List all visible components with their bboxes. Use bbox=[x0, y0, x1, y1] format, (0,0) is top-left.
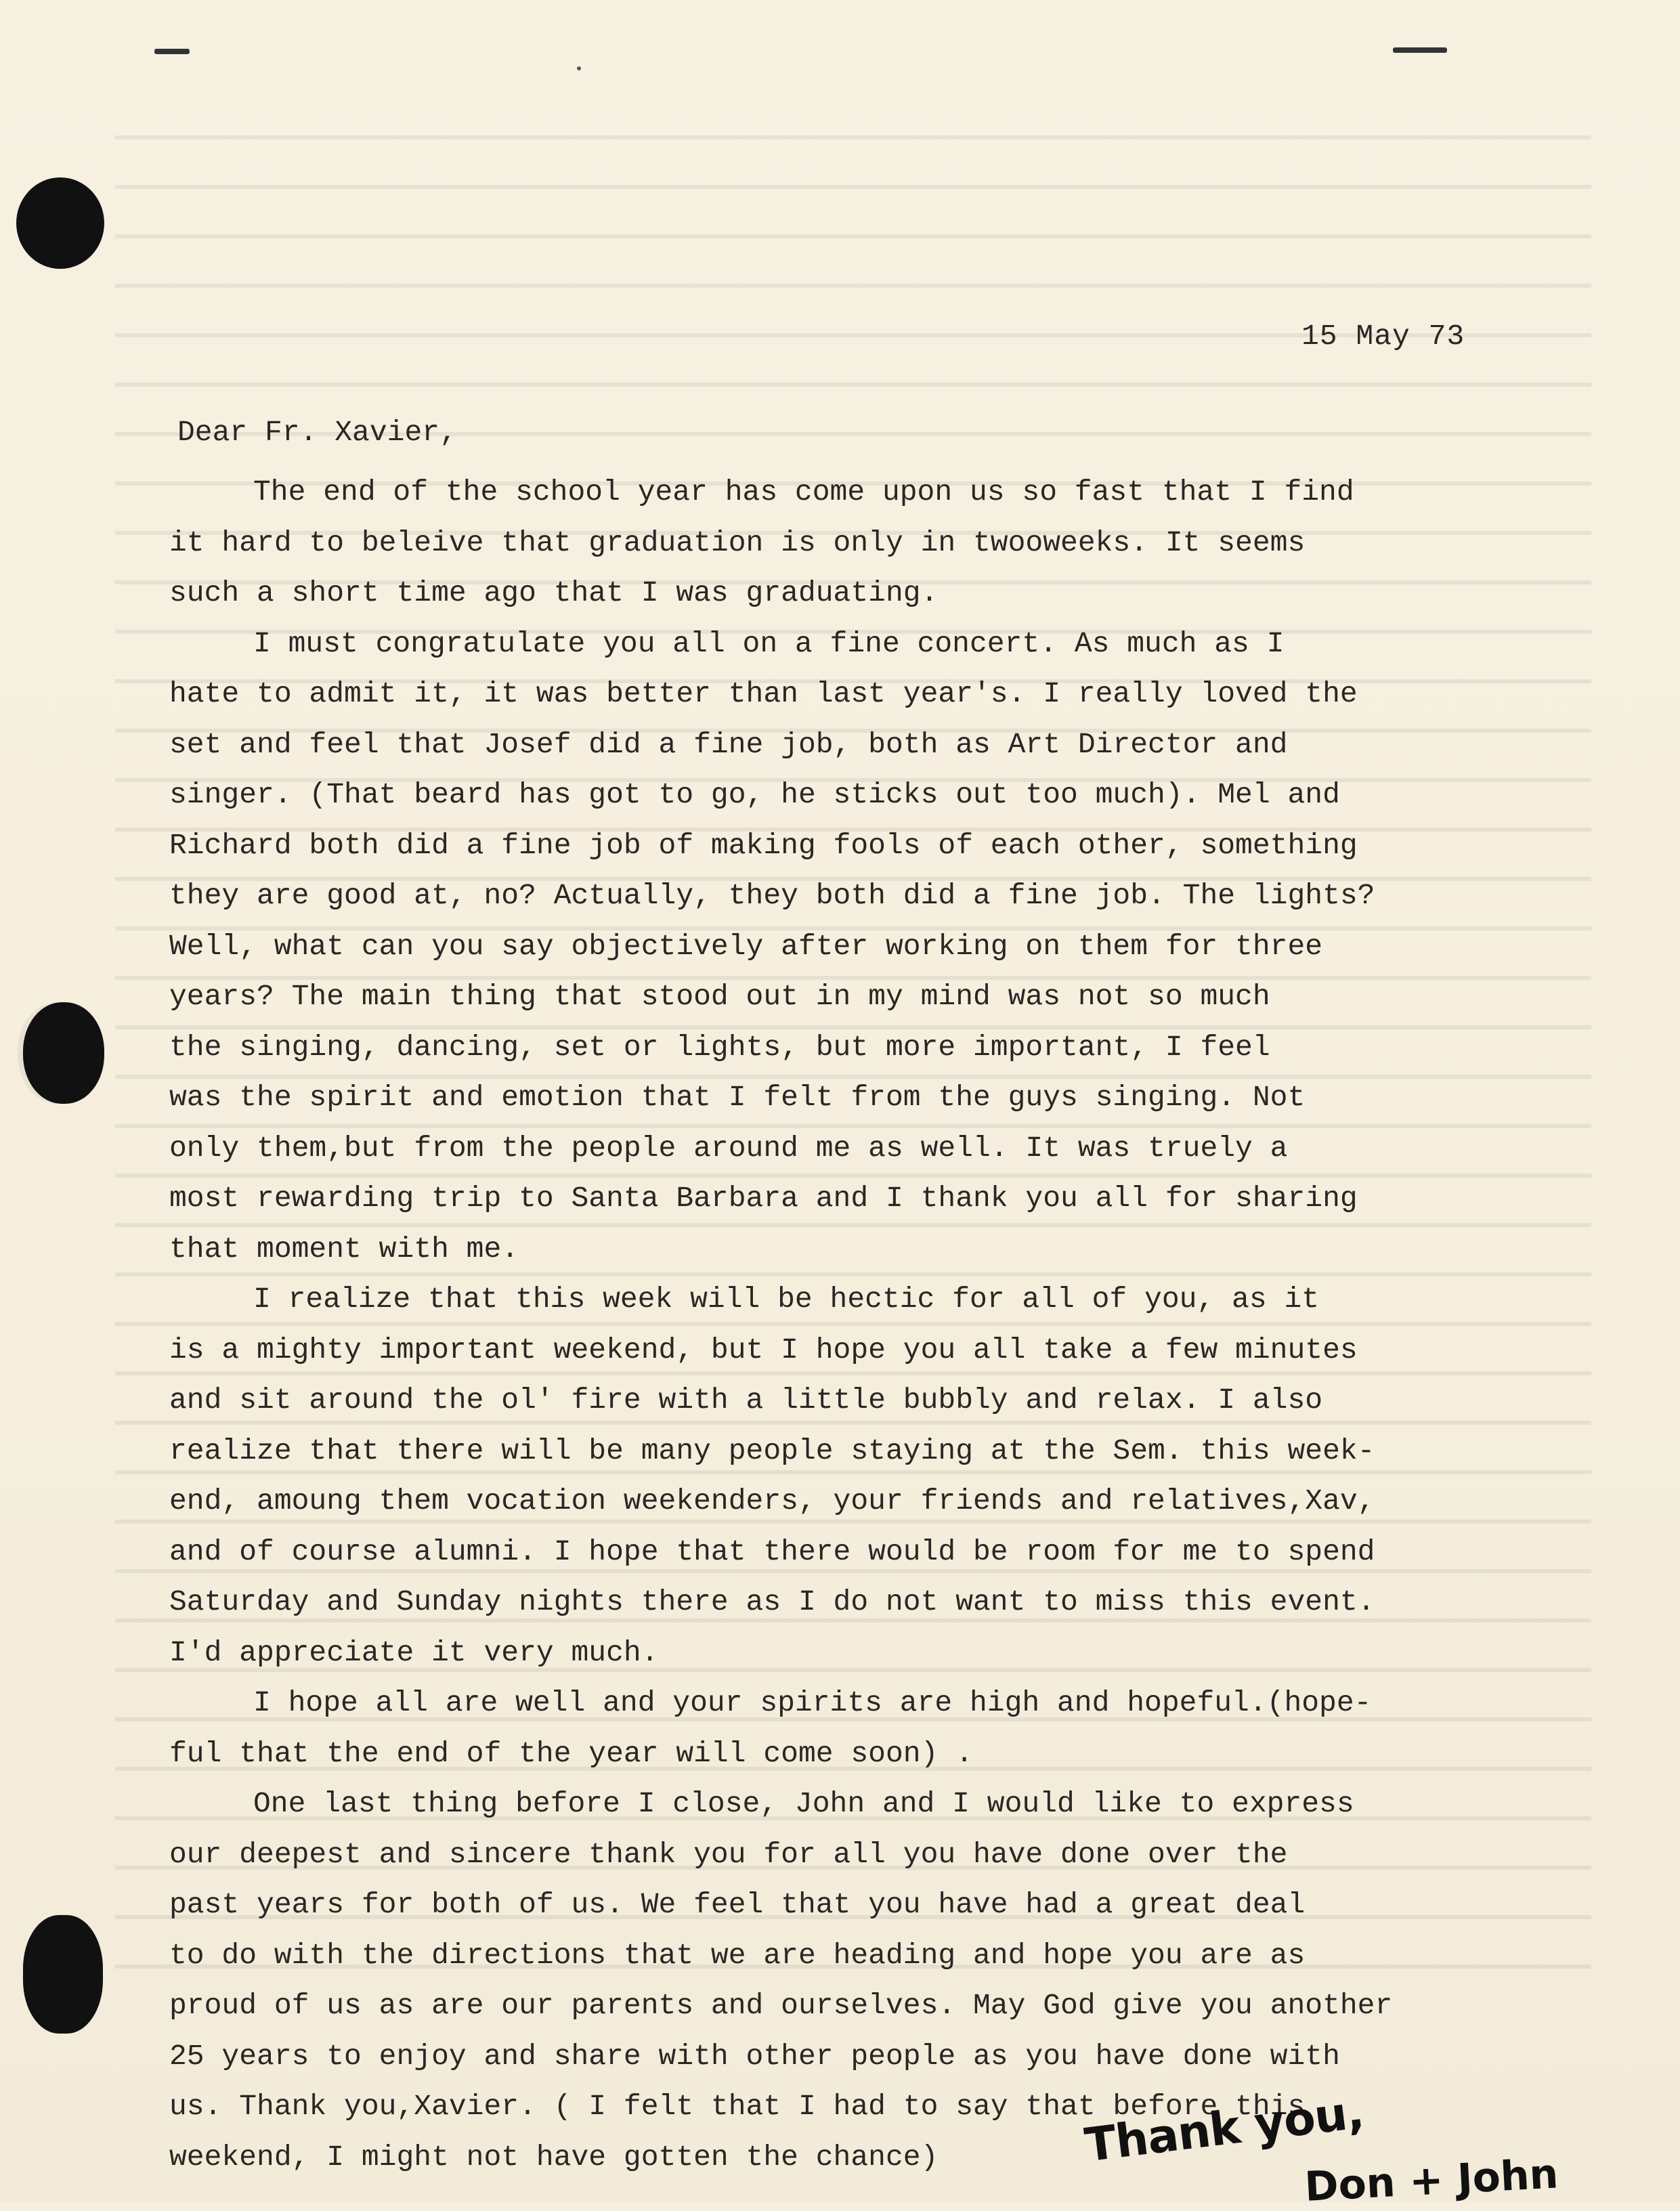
letter-line: Richard both did a fine job of making fools of each other, something bbox=[169, 828, 1358, 862]
letter-line: the singing, dancing, set or lights, but more important, I feel bbox=[169, 1030, 1270, 1064]
paper-speck bbox=[577, 66, 581, 70]
letter-salutation: Dear Fr. Xavier, bbox=[177, 416, 457, 449]
letter-line: proud of us as are our parents and ourselves. May God give you another bbox=[169, 1989, 1393, 2022]
letter-line: One last thing before I close, John and I would like to express bbox=[253, 1787, 1354, 1820]
letter-line: us. Thank you,Xavier. ( I felt that I had to say that before this bbox=[169, 2090, 1306, 2123]
letter-line: I realize that this week will be hectic for all of you, as it bbox=[253, 1283, 1320, 1316]
letter-line: most rewarding trip to Santa Barbara and I thank you all for sharing bbox=[169, 1182, 1358, 1215]
letter-line: I hope all are well and your spirits are high and hopeful.(hope- bbox=[253, 1686, 1372, 1719]
letter-line: to do with the directions that we are heading and hope you are as bbox=[169, 1938, 1306, 1972]
letter-line: only them,but from the people around me as well. It was truely a bbox=[169, 1131, 1288, 1165]
letter-line: weekend, I might not have gotten the chance) bbox=[169, 2140, 939, 2174]
letter-line: end, amoung them vocation weekenders, your friends and relatives,Xav, bbox=[169, 1484, 1375, 1518]
letter-line: Saturday and Sunday nights there as I do not want to miss this event. bbox=[169, 1585, 1375, 1618]
letter-line: 25 years to enjoy and share with other people as you have done with bbox=[169, 2039, 1340, 2073]
letter-line: set and feel that Josef did a fine job, both as Art Director and bbox=[169, 727, 1288, 761]
staple-mark-right bbox=[1393, 47, 1447, 53]
letter-line: past years for both of us. We feel that you have had a great deal bbox=[169, 1888, 1306, 1921]
handwritten-signature: Thank you, bbox=[1082, 2085, 1366, 2173]
letter-line: I must congratulate you all on a fine concert. As much as I bbox=[253, 626, 1285, 660]
letter-line: they are good at, no? Actually, they both did a fine job. The lights? bbox=[169, 879, 1375, 912]
handwritten-signature-names: Don + John bbox=[1304, 2150, 1559, 2211]
letter-line: realize that there will be many people staying at the Sem. this week- bbox=[169, 1434, 1375, 1467]
punch-hole-bottom bbox=[23, 1915, 103, 2034]
letter-line: was the spirit and emotion that I felt from the guys singing. Not bbox=[169, 1081, 1306, 1114]
letter-line: such a short time ago that I was graduating. bbox=[169, 576, 939, 609]
letter-line: The end of the school year has come upon us so fast that I find bbox=[253, 475, 1354, 509]
letter-date: 15 May 73 bbox=[1301, 320, 1465, 353]
letter-line: ful that the end of the year will come soon) . bbox=[169, 1736, 973, 1770]
letter-line: years? The main thing that stood out in my mind was not so much bbox=[169, 980, 1270, 1013]
staple-mark-left bbox=[154, 49, 190, 54]
letter-line: singer. (That beard has got to go, he sticks out too much). Mel and bbox=[169, 778, 1340, 811]
letter-line: hate to admit it, it was better than last year's. I really loved the bbox=[169, 677, 1358, 710]
letter-line: Well, what can you say objectively after working on them for three bbox=[169, 929, 1323, 963]
letter-line: our deepest and sincere thank you for all you have done over the bbox=[169, 1837, 1288, 1871]
letter-line: and sit around the ol' fire with a little bubbly and relax. I also bbox=[169, 1383, 1323, 1417]
letter-body bbox=[169, 467, 1605, 2183]
letter-line: that moment with me. bbox=[169, 1232, 519, 1266]
punch-hole-top bbox=[16, 177, 104, 269]
letter-line: is a mighty important weekend, but I hope you all take a few minutes bbox=[169, 1333, 1358, 1367]
letter-line: I'd appreciate it very much. bbox=[169, 1635, 659, 1669]
punch-hole-middle bbox=[23, 1002, 104, 1104]
letter-line: and of course alumni. I hope that there would be room for me to spend bbox=[169, 1534, 1375, 1568]
letter-line: it hard to beleive that graduation is only in twooweeks. It seems bbox=[169, 525, 1306, 559]
